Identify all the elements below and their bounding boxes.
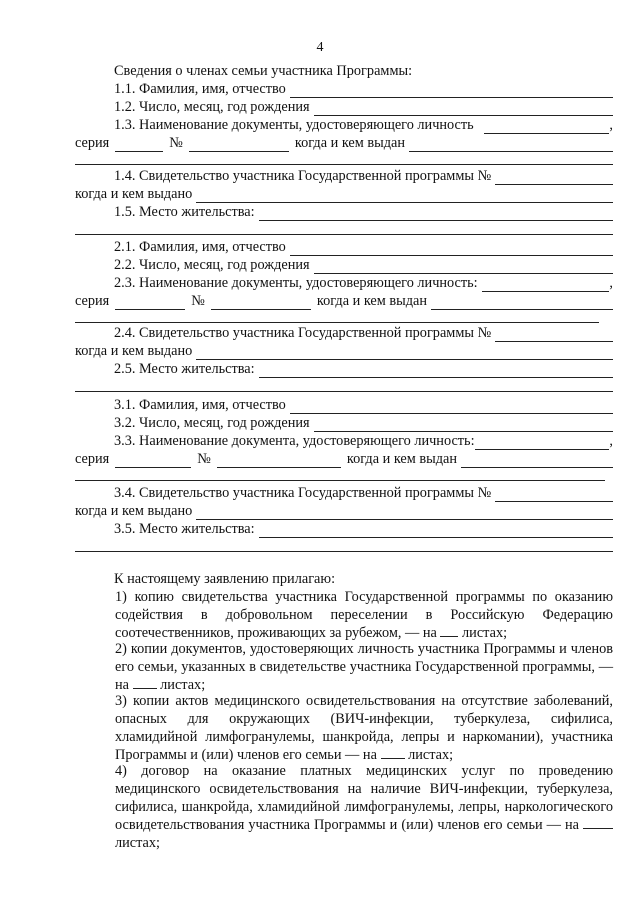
member1-series-row[interactable]: серия № когда и кем выдан	[75, 134, 613, 152]
pages-blank[interactable]	[440, 624, 458, 637]
member1-dob-field[interactable]: 1.2. Число, месяц, год рождения	[114, 98, 613, 116]
pages-blank[interactable]	[381, 746, 405, 759]
pages-blank[interactable]	[133, 676, 157, 689]
member2-residence-field[interactable]: 2.5. Место жительства:	[114, 360, 613, 378]
member3-cert-field[interactable]: 3.4. Свидетельство участника Государственной программы №	[114, 484, 613, 502]
section-heading: Сведения о членах семьи участника Программы:	[114, 63, 413, 79]
blank-line[interactable]	[75, 322, 599, 323]
member2-doc-field[interactable]: 2.3. Наименование документы, удостоверяющего личность: ,	[114, 275, 613, 291]
attachments-heading: К настоящему заявлению прилагаю:	[114, 571, 336, 587]
member1-doc-field[interactable]: 1.3. Наименование документы, удостоверяющего личность ,	[114, 117, 613, 133]
attachment-item-2: 2) копии документов, удостоверяющих личность участника Программы и членов его семьи, указанных в свидетельстве участника Государственной программы, — на листах;	[115, 641, 613, 693]
member1-cert-field[interactable]: 1.4. Свидетельство участника Государственной программы №	[114, 167, 613, 185]
page-number: 4	[316, 40, 324, 55]
member2-cert-field[interactable]: 2.4. Свидетельство участника Государственной программы №	[114, 324, 613, 342]
member3-doc-field[interactable]: 3.3. Наименование документа, удостоверяющего личность: ,	[114, 433, 613, 449]
member1-name-field[interactable]: 1.1. Фамилия, имя, отчество	[114, 80, 613, 98]
attachment-item-4: 4) договор на оказание платных медицинских услуг по проведению медицинского освидетельствования на наличие ВИЧ-инфекции, туберкулеза, сифилиса, шанкройда, хламидийной лимфогранулемы, лепры, наркологического освидетельствования участника Программы и (или) членов его семьи — на листах;	[115, 763, 614, 851]
blank-line[interactable]	[75, 551, 613, 552]
blank-line[interactable]	[75, 234, 613, 235]
member3-residence-field[interactable]: 3.5. Место жительства:	[114, 520, 613, 538]
member2-name-field[interactable]: 2.1. Фамилия, имя, отчество	[114, 238, 613, 256]
member3-series-row[interactable]: серия № когда и кем выдан	[75, 450, 613, 468]
member3-name-field[interactable]: 3.1. Фамилия, имя, отчество	[114, 396, 613, 414]
member3-cert-issued-field[interactable]: когда и кем выдано	[75, 502, 613, 520]
member1-residence-field[interactable]: 1.5. Место жительства:	[114, 203, 613, 221]
pages-blank[interactable]	[583, 816, 613, 829]
member3-dob-field[interactable]: 3.2. Число, месяц, год рождения	[114, 414, 613, 432]
member1-cert-issued-field[interactable]: когда и кем выдано	[75, 185, 613, 203]
member2-dob-field[interactable]: 2.2. Число, месяц, год рождения	[114, 256, 613, 274]
attachment-item-1: 1) копию свидетельства участника Государственной программы по оказанию содействия в добровольном переселении в Российскую Федерацию соотечественников, проживающих за рубежом, — на листах;	[115, 589, 614, 641]
member2-series-row[interactable]: серия № когда и кем выдан	[75, 292, 613, 310]
member2-cert-issued-field[interactable]: когда и кем выдано	[75, 342, 613, 360]
blank-line[interactable]	[75, 164, 613, 165]
attachment-item-3: 3) копии актов медицинского освидетельствования на отсутствие заболеваний, опасных для окружающих (ВИЧ-инфекции, туберкулеза, сифилиса, хламидийной лимфогранулемы, шанкройда, лепры и наркомании), участника Программы и (или) членов его семьи — на листах;	[115, 693, 614, 763]
blank-line[interactable]	[75, 391, 613, 392]
blank-line[interactable]	[75, 480, 605, 481]
